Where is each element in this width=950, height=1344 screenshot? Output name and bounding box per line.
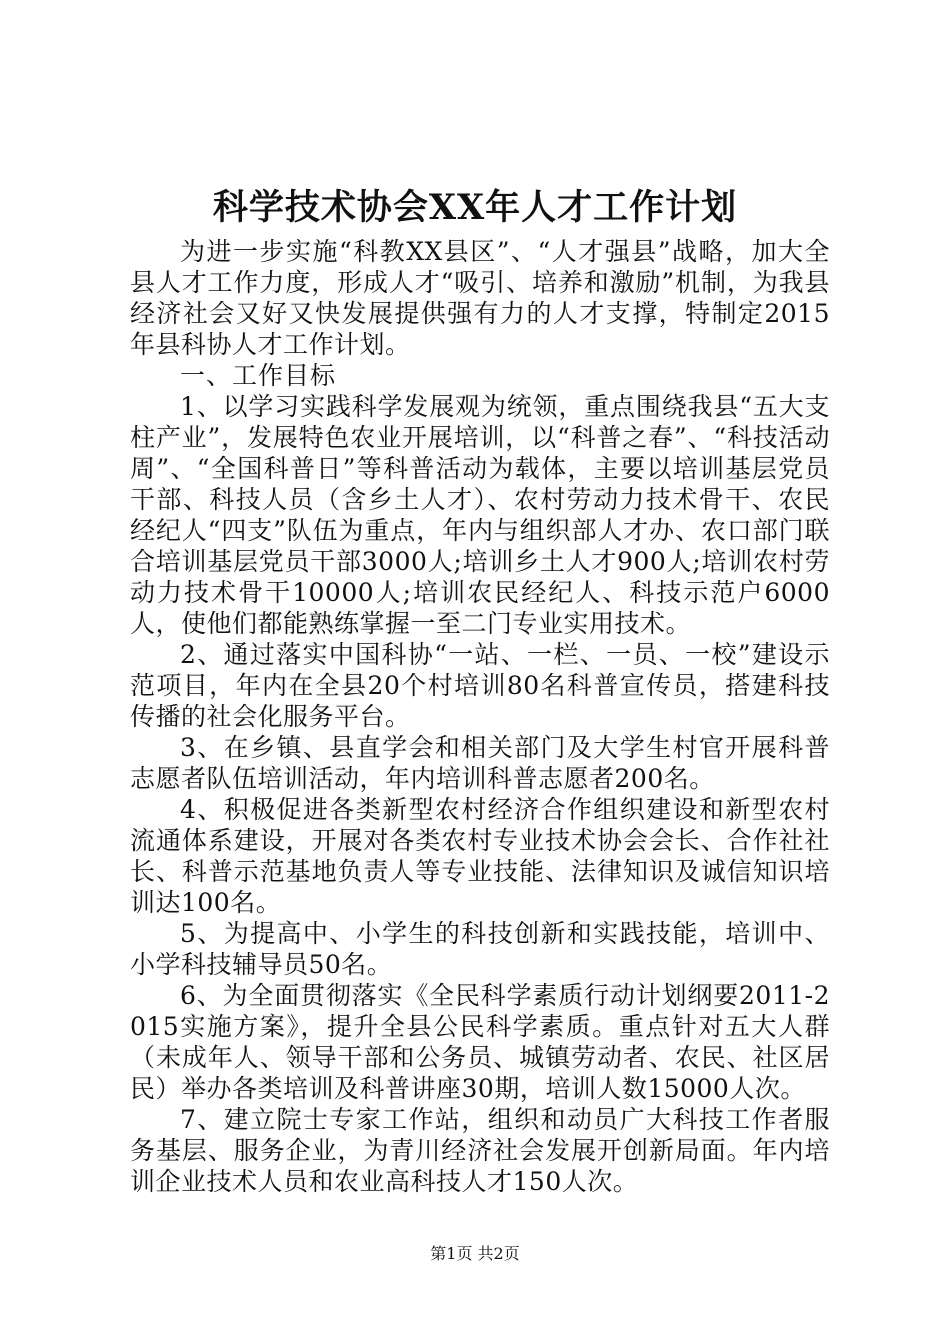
goal-item-4: 4、积极促进各类新型农村经济合作组织建设和新型农村流通体系建设，开展对各类农村专业技术协会会长、合作社社长、科普示范基地负责人等专业技能、法律知识及诚信知识培训达100名。 (130, 795, 830, 917)
section-heading-goals: 一、工作目标 (180, 361, 337, 390)
goal-item-2: 2、通过落实中国科协“一站、一栏、一员、一校”建设示范项目，年内在全县20个村培训80名科普宣传员，搭建科技传播的社会化服务平台。 (130, 640, 830, 731)
goal-item-6: 6、为全面贯彻落实《全民科学素质行动计划纲要2011-2015实施方案》，提升全县公民科学素质。重点针对五大人群（未成年人、领导干部和公务员、城镇劳动者、农民、社区居民）举办各类培训及科普讲座30期，培训人数15000人次。 (130, 981, 830, 1103)
document-body (130, 236, 830, 1197)
goal-item-5: 5、为提高中、小学生的科技创新和实践技能，培训中、小学科技辅导员50名。 (130, 919, 830, 979)
goal-item-7: 7、建立院士专家工作站，组织和动员广大科技工作者服务基层、服务企业，为青川经济社会发展开创新局面。年内培训企业技术人员和农业高科技人才150人次。 (130, 1105, 830, 1196)
intro-paragraph: 为进一步实施“科教XX县区”、“人才强县”战略，加大全县人才工作力度，形成人才“吸引、培养和激励”机制，为我县经济社会又好又快发展提供强有力的人才支撑，特制定2015年县科协人才工作计划。 (130, 237, 830, 359)
page-number-footer: 第1页 共2页 (430, 1244, 520, 1263)
goal-item-3: 3、在乡镇、县直学会和相关部门及大学生村官开展科普志愿者队伍培训活动，年内培训科普志愿者200名。 (130, 733, 830, 793)
document-title: 科学技术协会XX年人才工作计划 (212, 187, 738, 228)
goal-item-1: 1、以学习实践科学发展观为统领，重点围绕我县“五大支柱产业”，发展特色农业开展培训，以“科普之春”、“科技活动周”、“全国科普日”等科普活动为载体，主要以培训基层党员干部、科技人员（含乡土人才）、农村劳动力技术骨干、农民经纪人“四支”队伍为重点，年内与组织部人才办、农口部门联合培训基层党员干部3000人;培训乡土人才900人;培训农村劳动力技术骨干10000人;培训农民经纪人、科技示范户6000人，使他们都能熟练掌握一至二门专业实用技术。 (130, 392, 830, 638)
